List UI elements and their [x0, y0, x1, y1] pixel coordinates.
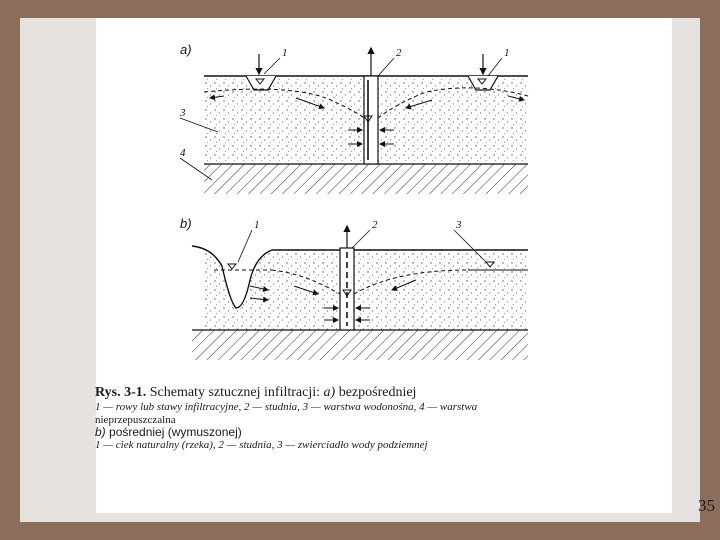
- caption-label: Rys. 3-1.: [95, 385, 147, 400]
- water-level-icon: [228, 264, 236, 269]
- caption-a-line2: nieprzepuszczalna: [95, 413, 176, 426]
- caption-a-title: bezpośredniej: [338, 385, 417, 400]
- figure-caption: [95, 384, 635, 452]
- caption-a-line1: 1 — rowy lub stawy infiltracyjne, 2 — studnia, 3 — warstwa wodonośna, 4 — warstwa: [95, 401, 478, 413]
- marker-4: 4: [180, 147, 186, 159]
- impermeable-layer: [204, 164, 528, 194]
- marker-2: 2: [372, 219, 378, 231]
- page-number: 35: [698, 496, 715, 515]
- marker-1: 1: [254, 219, 260, 231]
- marker-3: 3: [456, 219, 462, 231]
- panel-b-label: b): [180, 216, 192, 231]
- caption-heading: Schematy sztucznej infiltracji:: [149, 385, 321, 400]
- slide-page: [95, 18, 715, 515]
- caption-b-line1: 1 — ciek naturalny (rzeka), 2 — studnia, 3 — zwierciadło wody podziemnej: [95, 439, 428, 451]
- marker-3: 3: [180, 107, 186, 119]
- impermeable-layer: [192, 330, 528, 360]
- panel-a-label: a): [180, 42, 192, 57]
- caption-b-marker: b): [95, 425, 106, 439]
- marker-1: 1: [504, 47, 510, 59]
- aquifer-layer: [204, 250, 528, 330]
- caption-title: [95, 384, 635, 401]
- panel-a: [179, 42, 528, 194]
- caption-b-title: pośredniej (wymuszonej): [109, 425, 242, 439]
- caption-b-heading: [95, 426, 635, 439]
- marker-1: 1: [282, 47, 288, 59]
- infiltration-figure: [96, 18, 672, 378]
- marker-2: 2: [396, 47, 402, 59]
- panel-b: [180, 216, 528, 360]
- caption-a-marker: a): [323, 385, 336, 400]
